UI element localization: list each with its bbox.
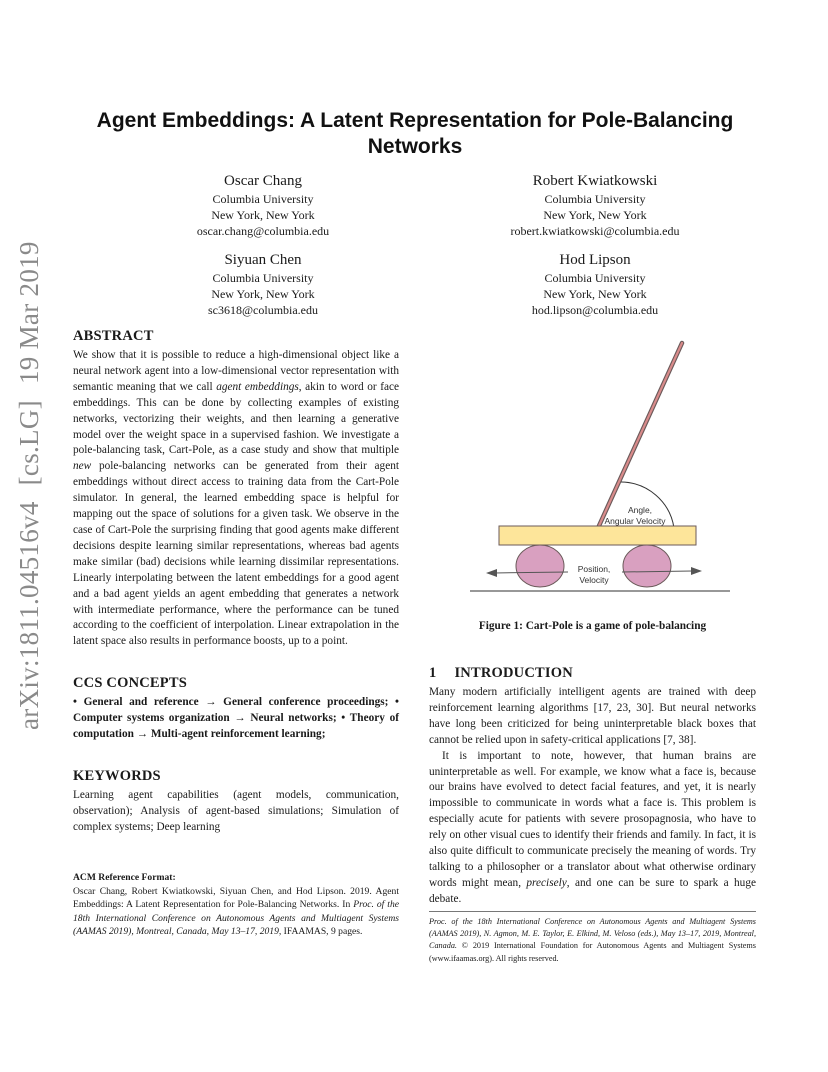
abstract-heading: ABSTRACT [73,328,154,344]
author-name: Hod Lipson [559,252,631,268]
cart-body [499,526,696,545]
intro-emphasis: precisely [526,876,567,889]
acm-reference-text [73,885,399,939]
left-wheel [516,545,564,587]
author-block [475,172,715,239]
intro-paragraph: Many modern artificially intelligent agents are trained with deep reinforcement learning algorithms [17, 23, 30]. But neural networks have long been criticized for being uninterpretable black boxes that cannot be relied upon in safety-critical applications [7, 38]. [429,686,756,746]
acm-reference-section [73,871,399,939]
acm-reference-part: IFAAMAS, 9 pages. [281,926,363,938]
author-affiliation: Columbia University [544,192,646,206]
author-location: New York, New York [543,208,647,222]
keywords-heading: KEYWORDS [73,768,161,784]
position-label-line2: Velocity [579,575,609,585]
abstract-text-part: We show that it is possible to reduce a high-dimensional object like a neural network agent into a low-dimensional vector representation with semantic meaning that we call [73,349,399,393]
footnote-divider [429,911,756,912]
arxiv-stamp [14,225,45,730]
author-block [475,251,715,318]
right-arrow-head [691,567,702,575]
author-location: New York, New York [543,287,647,301]
arxiv-category: [cs.LG] [14,400,44,486]
pole-highlight [598,343,682,528]
author-block [143,251,383,318]
conference-footnote [429,911,756,965]
author-location: New York, New York [211,208,315,222]
acm-reference-part: Oscar Chang, Robert Kwiatkowski, Siyuan Chen, and Hod Lipson. 2019. Agent Embeddings: A Latent Representation for Pole-Balancing Networks. In [73,886,399,911]
section-number: 1 [429,665,437,681]
left-arrow-head [486,569,497,577]
arxiv-id: arXiv:1811.04516v4 [14,501,44,730]
figure-caption: Figure 1: Cart-Pole is a game of pole-balancing [478,620,707,632]
intro-text-part: , and one can be sure to spark a huge debate. [429,876,756,905]
introduction-heading [429,665,756,682]
intro-text-part: It is important to note, however, that human brains are uninterpretable as well. For example, we know what a face is, because our brains have evolved to detect facial features, and yet, it is nearly impossible to communicate in words what a face is. This problem is especially acute for patients with severe prosopagnosia, who have to rely on other visual cues to identify their friends and family. In fact, it is also quite difficult to communicate precisely the meaning of words. Try talking to a philosopher or a translator about what otherwise ordinary words might mean, [429,749,756,889]
author-email[interactable]: robert.kwiatkowski@columbia.edu [510,224,680,238]
section-title: INTRODUCTION [454,665,573,681]
author-name: Robert Kwiatkowski [532,173,658,189]
figure-cart-pole [470,335,735,595]
keywords-section [73,768,399,836]
angle-label-line2: Angular Velocity [604,516,666,526]
abstract-section [73,328,399,650]
keywords-text: Learning agent capabilities (agent models, communication, observation); Analysis of agent-based simulations; Simulation of complex systems; Deep learning [73,789,399,833]
footnote-copyright: © 2019 International Foundation for Autonomous Agents and Multiagent Systems (www.ifaamas.org). All rights reserved. [429,941,756,963]
abstract-text-part: pole-balancing networks can be generated from their agent embeddings without direct access to training data from the Cart-Pole simulator. In general, the learned embedding space is helpful for mapping out the space of solutions for a given task. We observe in the case of Cart-Pole the surprising finding that good agents make different decisions despite learning similar representations, whereas bad agents make similar (bad) decisions while learning dissimilar representations. Linearly interpolating between the latent embeddings for a good agent and a bad agent yields an agent embedding that generates a network with intermediate performance, where the performance can be tuned according to the coefficient of interpolation. Linear extrapolation in the latent space also results in performance boosts, up to a point. [73,460,399,648]
acm-reference-heading: ACM Reference Format: [73,872,176,883]
author-email[interactable]: sc3618@columbia.edu [207,303,319,317]
angle-label-line1: Angle, [627,505,653,515]
author-name: Oscar Chang [224,173,302,189]
abstract-text [73,348,399,650]
author-email[interactable]: hod.lipson@columbia.edu [531,303,659,317]
author-email[interactable]: oscar.chang@columbia.edu [196,224,330,238]
abstract-emphasis: agent embeddings [216,380,299,393]
author-name: Siyuan Chen [224,252,302,268]
author-affiliation: Columbia University [212,192,314,206]
ccs-heading: CCS CONCEPTS [73,675,187,691]
author-affiliation: Columbia University [544,271,646,285]
paper-title: Agent Embeddings: A Latent Representation for Pole-Balancing Networks [96,109,734,158]
ccs-section [73,675,399,742]
author-block [143,172,383,239]
right-wheel [623,545,671,587]
acm-reference-venue: Proc. of the 18th International Conference on Autonomous Agents and Multiagent Systems (AAMAS 2019), Montreal, Canada, May 13–17, 2019, [73,899,400,938]
arxiv-date: 19 Mar 2019 [14,241,44,385]
author-affiliation: Columbia University [212,271,314,285]
introduction-section [429,665,756,908]
intro-paragraph [429,749,756,908]
footnote-venue: Proc. of the 18th International Conference on Autonomous Agents and Multiagent Systems (AAMAS 2019), N. Agmon, M. E. Taylor, E. Elkind, M. Veloso (eds.), May 13–17, 2019, Montreal, Canada. [429,917,756,951]
ccs-text: • General and reference → General conference proceedings; • Computer systems organization → Neural networks; • Theory of computation → Multi-agent reinforcement learning; [73,696,399,740]
author-location: New York, New York [211,287,315,301]
position-label-line1: Position, [577,564,611,574]
footnote-text [429,916,756,965]
abstract-text-part: , akin to word or face embeddings. This can be done by collecting examples of existing networks, vectorizing their weights, and then learning a generative model over the weight space in a supervised fashion. We investigate a pole-balancing task, Cart-Pole, as a case study and show that multiple [73,380,399,457]
abstract-emphasis: new [73,460,92,473]
cart-pole-diagram [470,335,735,595]
